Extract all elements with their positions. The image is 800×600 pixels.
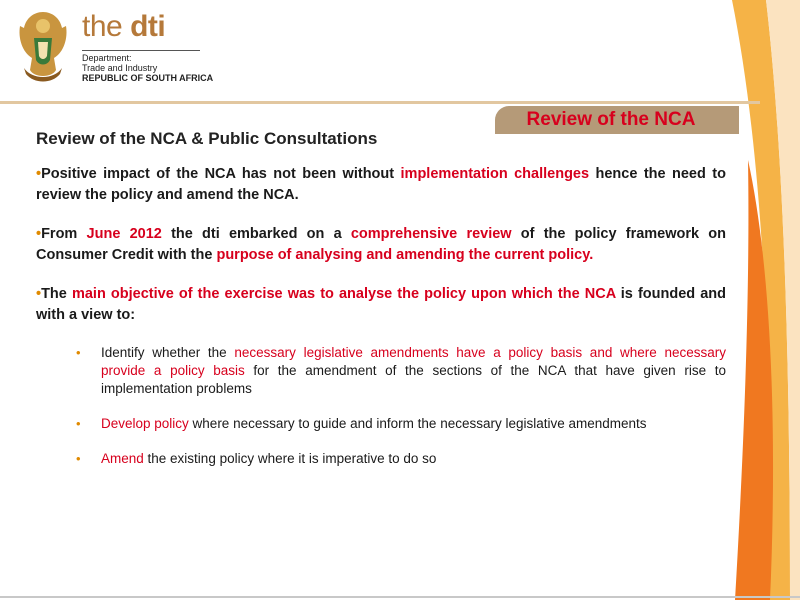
dti-logo — [14, 8, 214, 88]
ribbon-orange — [735, 160, 773, 600]
brand-divider — [82, 50, 200, 51]
brand-the: the — [82, 10, 123, 43]
ribbon-gold — [732, 0, 790, 600]
list-item: • Develop policy where necessary to guide and inform the necessary legislative amendments — [76, 416, 647, 431]
department-name: Department: Trade and Industry REPUBLIC OF SOUTH AFRICA — [82, 53, 214, 83]
bullet-paragraph-1: •Positive impact of the NCA has not been without implementation challenges hence the need to review the policy and amend the NCA. — [36, 166, 726, 203]
ribbon-cream — [766, 0, 800, 600]
coat-of-arms-icon — [14, 8, 72, 84]
slide-body — [36, 128, 726, 485]
header-divider — [0, 101, 760, 104]
brand-dti: dti — [130, 10, 166, 43]
section-heading: Review of the NCA & Public Consultations — [36, 129, 378, 148]
bullet-paragraph-2: •From June 2012 the dti embarked on a comprehensive review of the policy framework on Consumer Credit with the purpose of analysing and amending the current policy. — [36, 226, 727, 263]
bullet-paragraph-3: •The main objective of the exercise was to analyse the policy upon which the NCA is founded and with a view to: — [36, 286, 727, 323]
footer-divider — [0, 596, 800, 598]
list-item: • Identify whether the necessary legislative amendments have a policy basis and where necessary provide a policy basis for the amendment of the sections of the NCA that have given rise to implementation problems — [76, 345, 726, 396]
brand-wordmark — [82, 10, 165, 44]
slide-title: Review of the NCA — [526, 109, 696, 130]
list-item: • Amend the existing policy where it is imperative to do so — [76, 451, 437, 466]
sub-bullet-list — [36, 344, 726, 468]
